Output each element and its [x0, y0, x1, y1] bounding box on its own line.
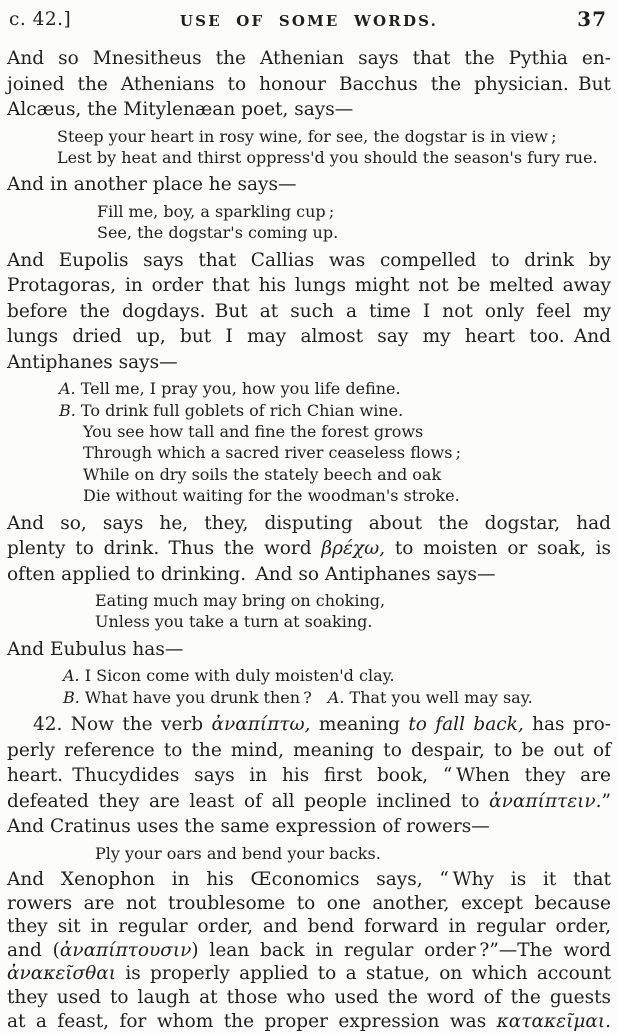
text-run: See, the dogstar's coming up. [97, 223, 339, 243]
italic-text: B. [59, 400, 76, 420]
italic-text: to fall back, [408, 714, 524, 736]
verse-quotation [7, 378, 611, 506]
italic-text: B. [63, 687, 80, 707]
text-run: While on dry soils the stately beech and oak [83, 464, 442, 484]
text-run: perly reference to the mind, meaning to despair, to be out of [7, 739, 611, 761]
text-run: You see how tall and fine the forest grows [83, 421, 424, 441]
italic-text: A. [327, 687, 345, 707]
greek-text: ἀναπίπτω, [211, 714, 311, 736]
text-run: Alcæus, the Mitylenæan poet, says— [7, 99, 354, 120]
verse-quotation [7, 843, 611, 864]
text-run: And Eubulus has— [7, 638, 184, 660]
text-run: is properly applied to a statue, on which account [116, 963, 611, 985]
italic-text: A. [59, 379, 76, 399]
text-line [7, 536, 611, 562]
verse-line [7, 464, 611, 485]
text-line [7, 511, 611, 537]
verse-line [7, 201, 611, 222]
paragraph [7, 511, 611, 588]
text-run: And so, says he, they, disputing about the dogstar, had [7, 512, 611, 534]
text-line [7, 248, 611, 274]
text-run: joined the Athenians to honour Bacchus the physician. But [7, 73, 611, 95]
greek-text: ἀνακεῖσθαι [7, 963, 117, 985]
text-line [7, 789, 611, 815]
running-title: USE OF SOME WORDS. [179, 12, 439, 30]
text-run: has pro- [523, 714, 611, 736]
text-line [7, 712, 611, 738]
text-line [7, 892, 611, 916]
verse-quotation [7, 665, 611, 708]
page-number: 37 [577, 7, 607, 31]
text-run: they used to laugh at those who used the word of the guests [7, 987, 611, 1009]
verse-line [7, 126, 611, 147]
text-run: often applied to drinking. And so Antiphanes says— [7, 563, 496, 585]
text-run: I Sicon come with duly moisten'd clay. [79, 666, 395, 686]
verse-quotation [7, 590, 611, 633]
text-line [7, 814, 611, 840]
text-line [7, 172, 611, 198]
text-run: ) lean back in regular order ?”—The word [191, 939, 611, 961]
verse-line [7, 400, 611, 421]
verse-line [7, 590, 611, 611]
text-run: rowers are not troublesome to one another, except because [7, 892, 611, 914]
verse-line [7, 611, 611, 632]
text-line [7, 299, 611, 325]
verse-line [7, 442, 611, 463]
text-run: Lest by heat and thirst oppress'd you should the season's fury rue. [57, 147, 598, 167]
text-run: Unless you take a turn at soaking. [95, 612, 373, 632]
text-run: Eating much may bring on choking, [95, 591, 386, 611]
text-line [7, 939, 611, 963]
paragraph [7, 868, 611, 1033]
text-line [7, 986, 611, 1010]
text-run: they sit in regular order, and bend forward in regular order, [7, 916, 611, 938]
verse-line [7, 378, 611, 399]
text-run: Through which a sacred river ceaseless flows ; [83, 443, 461, 463]
text-line [7, 273, 611, 299]
italic-text: A. [63, 666, 80, 686]
text-run: To drink full goblets of rich Chian wine. [75, 400, 404, 420]
text-run: That you well may say. [344, 687, 533, 707]
text-run: at a feast, for whom the proper expression was [7, 1010, 497, 1032]
text-run: Steep your heart in rosy wine, for see, the dogstar is in view ; [57, 126, 557, 146]
text-run: plenty to drink. Thus the word [7, 538, 322, 560]
paragraph [7, 248, 611, 376]
greek-text: ἀναπίπτειν. [489, 790, 602, 812]
text-run: Tell me, I pray you, how you life define. [75, 379, 401, 399]
page-body [7, 46, 611, 1033]
verse-quotation [7, 126, 611, 169]
verse-line [7, 843, 611, 864]
text-line [7, 72, 611, 98]
text-run: to moisten or soak, is [385, 538, 612, 560]
greek-text: βρέχω, [321, 538, 386, 560]
text-line [7, 738, 611, 764]
text-run: And so Mnesitheus the Athenian says that the Pythia en- [7, 48, 611, 69]
verse-line [7, 687, 611, 708]
verse-line [7, 665, 611, 686]
text-run: defeated they are least of all people inclined to [7, 790, 490, 812]
text-run: heart. Thucydides says in his first book, “ When they are [7, 765, 611, 787]
greek-text: κατακεῖμαι. [496, 1010, 611, 1032]
text-run: Fill me, boy, a sparkling cup ; [97, 201, 335, 221]
verse-line [7, 421, 611, 442]
verse-quotation [7, 201, 611, 244]
text-line [7, 1010, 611, 1033]
text-line [7, 46, 611, 72]
text-line [7, 324, 611, 350]
text-run: before the dogdays. But at such a time I not only feel my [7, 300, 611, 322]
text-line [7, 962, 611, 986]
text-run: And Eupolis says that Callias was compelled to drink by [7, 249, 611, 271]
text-line [7, 97, 611, 123]
text-run: And Xenophon in his Œconomics says, “ Why is it that [7, 869, 611, 891]
text-run: And in another place he says— [7, 174, 297, 196]
text-run: and ( [7, 939, 60, 961]
text-line [7, 915, 611, 939]
paragraph [7, 172, 611, 198]
text-line [7, 350, 611, 376]
running-header [7, 6, 611, 36]
verse-line [7, 222, 611, 243]
text-run: meaning [310, 714, 409, 736]
paragraph [7, 712, 611, 840]
text-run: Protagoras, in order that his lungs might not be melted away [7, 275, 611, 297]
greek-text: ἀναπίπτουσιν [59, 939, 192, 961]
text-run: ” [601, 790, 611, 812]
text-run: And Cratinus uses the same expression of rowers— [7, 816, 490, 838]
text-line [7, 868, 611, 892]
text-run: lungs dried up, but I may almost say my heart too. And [7, 326, 611, 348]
text-run: 42. Now the verb [33, 714, 212, 736]
text-run: Ply your oars and bend your backs. [95, 843, 381, 863]
text-line [7, 562, 611, 588]
paragraph [7, 637, 611, 663]
text-line [7, 637, 611, 663]
verse-line [7, 485, 611, 506]
text-line [7, 763, 611, 789]
text-run: Antiphanes says— [7, 351, 178, 373]
chapter-reference: c. 42.] [9, 9, 72, 30]
text-run: What have you drunk then ? [79, 687, 328, 707]
verse-line [7, 147, 611, 168]
paragraph [7, 46, 611, 123]
text-run: Die without waiting for the woodman's stroke. [83, 486, 460, 506]
